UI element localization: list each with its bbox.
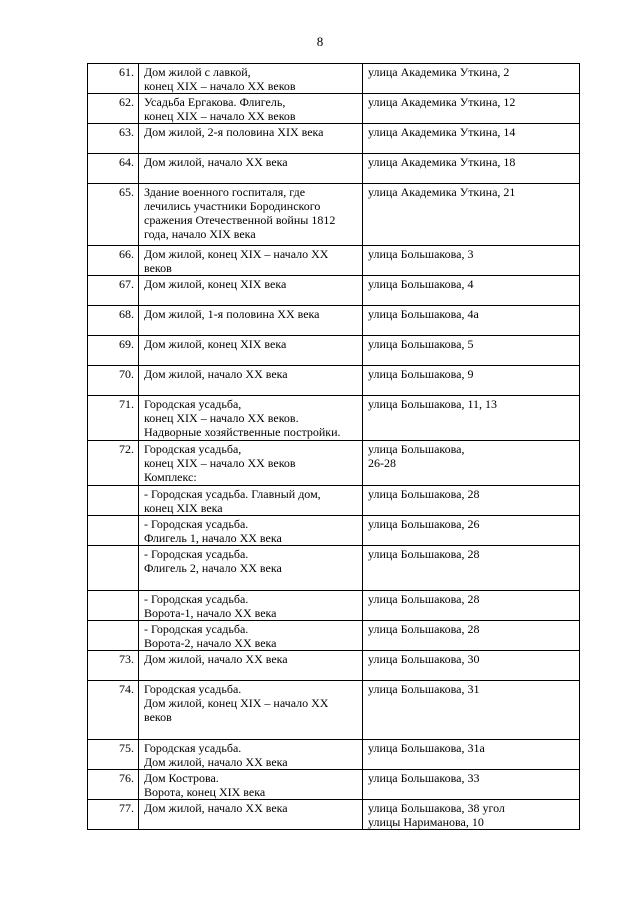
row-number: 74.: [88, 681, 139, 740]
object-address: улица Большакова, 33: [363, 770, 580, 800]
page-number: 8: [316, 34, 324, 49]
table-row: [88, 441, 580, 486]
row-number: 62.: [88, 94, 139, 124]
object-address: улица Большакова, 28: [363, 621, 580, 651]
table-row: [88, 94, 580, 124]
table-row: [88, 591, 580, 621]
table-row: [88, 546, 580, 591]
object-name: Дом жилой, конец XIX века: [139, 276, 363, 306]
object-name: Дом жилой, начало XX века: [139, 800, 363, 830]
row-number: 76.: [88, 770, 139, 800]
object-address: улица Большакова, 31: [363, 681, 580, 740]
object-address: улица Академика Уткина, 2: [363, 64, 580, 94]
row-number: [88, 591, 139, 621]
object-address: улица Академика Уткина, 21: [363, 184, 580, 246]
object-address: улица Большакова, 26: [363, 516, 580, 546]
row-number: 69.: [88, 336, 139, 366]
table-row: [88, 516, 580, 546]
object-address: улица Академика Уткина, 14: [363, 124, 580, 154]
row-number: 75.: [88, 740, 139, 770]
object-address: улица Большакова, 28: [363, 546, 580, 591]
object-address: улица Большакова, 5: [363, 336, 580, 366]
row-number: [88, 621, 139, 651]
table-row: [88, 306, 580, 336]
table-row: [88, 486, 580, 516]
object-address: улица Большакова, 9: [363, 366, 580, 396]
heritage-registry-table: [87, 63, 580, 830]
object-name: - Городская усадьба. Флигель 2, начало XX века: [139, 546, 363, 591]
table-row: [88, 770, 580, 800]
row-number: 67.: [88, 276, 139, 306]
row-number: [88, 546, 139, 591]
object-name: Дом жилой, 2-я половина XIX века: [139, 124, 363, 154]
object-name: Дом жилой, конец XIX – начало XX веков: [139, 246, 363, 276]
row-number: 71.: [88, 396, 139, 441]
table-row: [88, 621, 580, 651]
object-name: Городская усадьба, конец XIX – начало XX веков. Надворные хозяйственные постройки.: [139, 396, 363, 441]
table-row: [88, 184, 580, 246]
row-number: 65.: [88, 184, 139, 246]
table-row: [88, 64, 580, 94]
table-row: [88, 681, 580, 740]
object-name: Дом жилой, начало XX века: [139, 651, 363, 681]
table-row: [88, 276, 580, 306]
object-address: улица Большакова, 4: [363, 276, 580, 306]
table-row: [88, 740, 580, 770]
object-address: улица Большакова, 31а: [363, 740, 580, 770]
registry-body: [88, 64, 580, 830]
table-row: [88, 124, 580, 154]
object-name: Городская усадьба, конец XIX – начало XX веков Комплекс:: [139, 441, 363, 486]
object-address: улица Большакова, 30: [363, 651, 580, 681]
object-address: улица Большакова, 26-28: [363, 441, 580, 486]
table-row: [88, 336, 580, 366]
object-name: Дом жилой, 1-я половина XX века: [139, 306, 363, 336]
object-address: улица Академика Уткина, 12: [363, 94, 580, 124]
object-address: улица Академика Уткина, 18: [363, 154, 580, 184]
object-address: улица Большакова, 3: [363, 246, 580, 276]
object-address: улица Большакова, 11, 13: [363, 396, 580, 441]
row-number: 77.: [88, 800, 139, 830]
object-name: Здание военного госпиталя, где лечились участники Бородинского сражения Отечественной войны 1812 года, начало XIX века: [139, 184, 363, 246]
object-name: Дом жилой, начало XX века: [139, 366, 363, 396]
object-address: улица Большакова, 28: [363, 591, 580, 621]
row-number: [88, 516, 139, 546]
object-name: - Городская усадьба. Ворота-1, начало XX века: [139, 591, 363, 621]
row-number: 63.: [88, 124, 139, 154]
object-address: улица Большакова, 28: [363, 486, 580, 516]
row-number: 68.: [88, 306, 139, 336]
object-address: улица Большакова, 4а: [363, 306, 580, 336]
object-name: - Городская усадьба. Флигель 1, начало XX века: [139, 516, 363, 546]
row-number: 61.: [88, 64, 139, 94]
row-number: 73.: [88, 651, 139, 681]
row-number: [88, 486, 139, 516]
object-name: Городская усадьба. Дом жилой, начало XX века: [139, 740, 363, 770]
table-row: [88, 366, 580, 396]
object-address: улица Большакова, 38 угол улицы Нариманова, 10: [363, 800, 580, 830]
table-row: [88, 800, 580, 830]
object-name: Городская усадьба. Дом жилой, конец XIX – начало XX веков: [139, 681, 363, 740]
row-number: 72.: [88, 441, 139, 486]
object-name: Дом жилой, конец XIX века: [139, 336, 363, 366]
object-name: Дом Кострова. Ворота, конец XIX века: [139, 770, 363, 800]
table-row: [88, 246, 580, 276]
object-name: Усадьба Ергакова. Флигель, конец XIX – начало XX веков: [139, 94, 363, 124]
row-number: 64.: [88, 154, 139, 184]
table-row: [88, 651, 580, 681]
object-name: Дом жилой с лавкой, конец XIX – начало XX веков: [139, 64, 363, 94]
table-row: [88, 396, 580, 441]
object-name: - Городская усадьба. Главный дом, конец XIX века: [139, 486, 363, 516]
table-row: [88, 154, 580, 184]
row-number: 66.: [88, 246, 139, 276]
object-name: - Городская усадьба. Ворота-2, начало XX века: [139, 621, 363, 651]
row-number: 70.: [88, 366, 139, 396]
object-name: Дом жилой, начало XX века: [139, 154, 363, 184]
